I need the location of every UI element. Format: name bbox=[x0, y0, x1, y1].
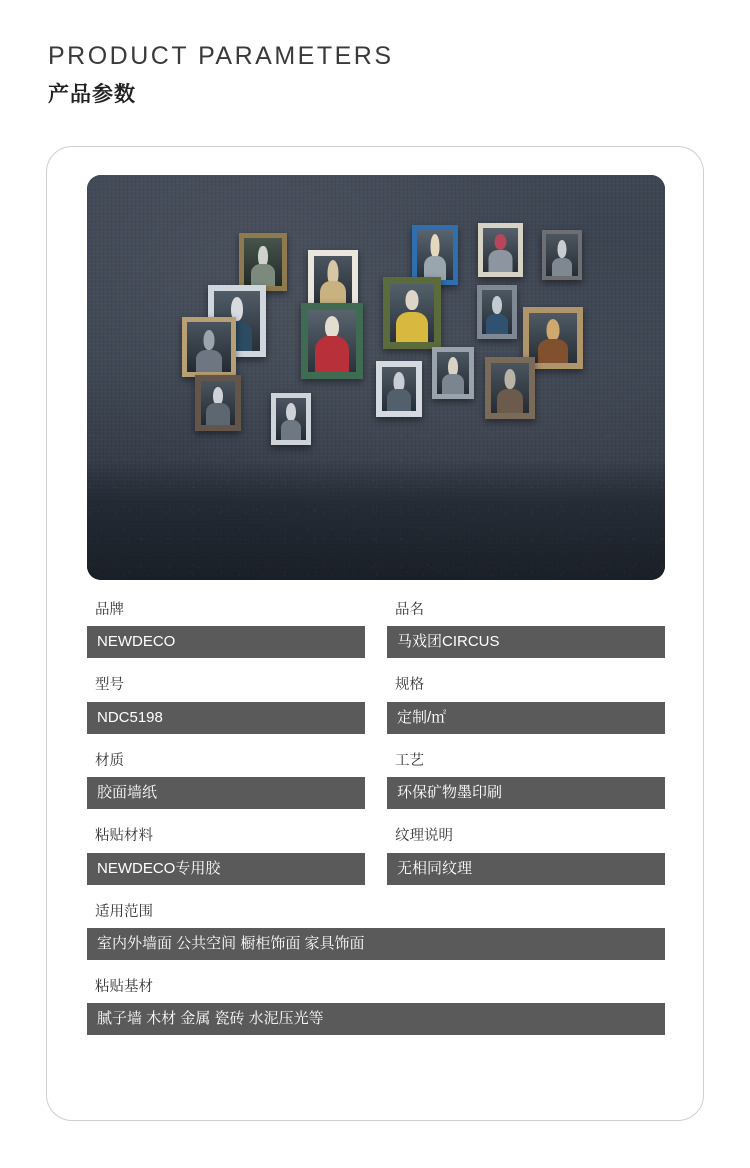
spec-cell-product-name bbox=[387, 602, 665, 658]
spec-label: 适用范围 bbox=[95, 903, 153, 920]
spec-label: 品名 bbox=[395, 602, 424, 618]
spec-label: 材质 bbox=[95, 752, 124, 769]
spec-label: 纹理说明 bbox=[395, 828, 453, 845]
framed-portrait bbox=[271, 393, 311, 445]
spec-row bbox=[87, 828, 665, 884]
spec-cell-substrate bbox=[87, 979, 665, 1035]
spec-value: NDC5198 bbox=[87, 702, 365, 734]
spec-row bbox=[87, 904, 665, 960]
spec-cell-model bbox=[87, 677, 365, 733]
spec-label: 型号 bbox=[95, 677, 124, 694]
spec-cell-craft bbox=[387, 753, 665, 809]
spec-cell-adhesive bbox=[87, 828, 365, 884]
framed-portrait bbox=[432, 347, 474, 399]
framed-portrait bbox=[485, 357, 535, 419]
spec-value: 无相同纹理 bbox=[387, 853, 665, 885]
spec-cell-size bbox=[387, 677, 665, 733]
spec-row bbox=[87, 602, 665, 658]
spec-cell-material bbox=[87, 753, 365, 809]
spec-value: 腻子墙 木材 金属 瓷砖 水泥压光等 bbox=[87, 1003, 665, 1035]
spec-value: NEWDECO bbox=[87, 626, 365, 658]
spec-value: 定制/㎡ bbox=[387, 702, 665, 734]
spec-row bbox=[87, 677, 665, 733]
spec-cell-application-scope bbox=[87, 904, 665, 960]
framed-portrait bbox=[412, 225, 458, 285]
framed-portrait bbox=[477, 285, 517, 339]
spec-label: 工艺 bbox=[395, 752, 424, 769]
framed-portrait bbox=[383, 277, 441, 349]
spec-row bbox=[87, 979, 665, 1035]
product-image bbox=[87, 175, 665, 580]
spec-value: 马戏团CIRCUS bbox=[387, 626, 665, 658]
spec-value: 胶面墙纸 bbox=[87, 777, 365, 809]
framed-portrait bbox=[478, 223, 523, 277]
framed-portrait bbox=[195, 375, 241, 431]
spec-label: 品牌 bbox=[95, 602, 124, 618]
spec-value: 环保矿物墨印刷 bbox=[387, 777, 665, 809]
framed-portrait bbox=[542, 230, 582, 280]
spec-value: NEWDECO专用胶 bbox=[87, 853, 365, 885]
spec-cell-brand bbox=[87, 602, 365, 658]
page-header bbox=[0, 0, 750, 108]
wall-grain bbox=[87, 430, 665, 580]
spec-value: 室内外墙面 公共空间 橱柜饰面 家具饰面 bbox=[87, 928, 665, 960]
framed-portrait bbox=[239, 233, 287, 291]
spec-cell-texture bbox=[387, 828, 665, 884]
spec-row bbox=[87, 753, 665, 809]
spec-label: 粘贴基材 bbox=[95, 978, 153, 995]
spec-table bbox=[87, 602, 665, 1054]
page-title-cn: 产品参数 bbox=[48, 82, 136, 106]
framed-portrait bbox=[301, 303, 363, 379]
framed-portrait bbox=[376, 361, 422, 417]
page-title-en: PRODUCT PARAMETERS bbox=[48, 42, 394, 70]
framed-portrait bbox=[182, 317, 236, 377]
spec-label: 粘贴材料 bbox=[95, 828, 153, 845]
spec-label: 规格 bbox=[395, 677, 424, 694]
parameters-card bbox=[46, 146, 704, 1121]
